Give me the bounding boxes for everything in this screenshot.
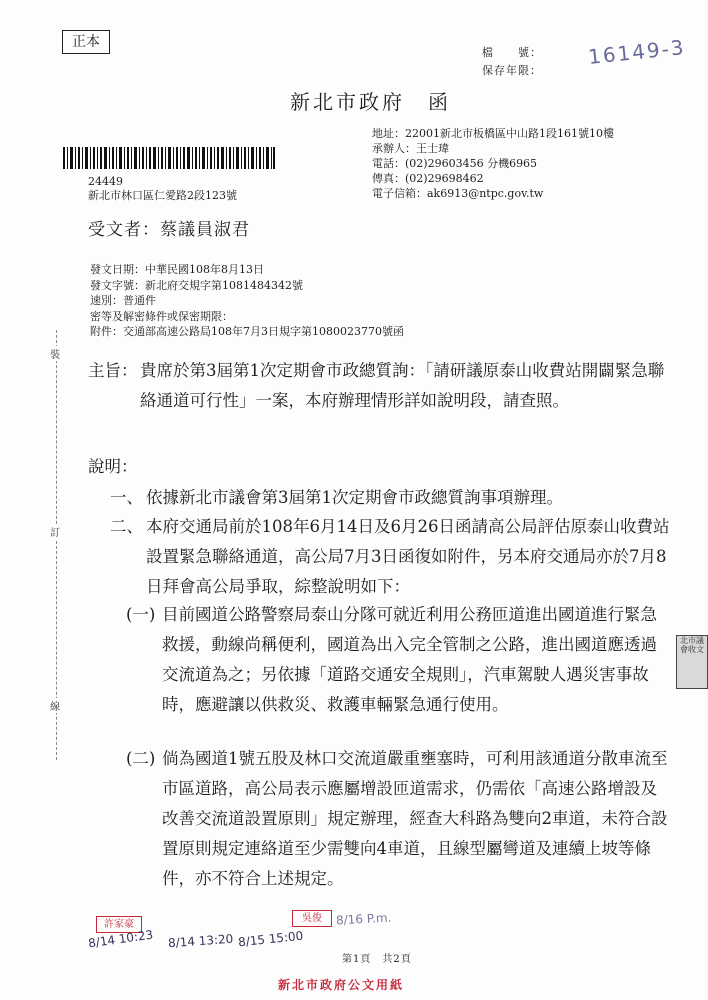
delivery-speed: 速別：普通件 — [90, 294, 156, 307]
subitem-number: (一) — [126, 605, 156, 624]
security-level: 密等及解密條件或保密期限： — [90, 309, 233, 323]
subject-label: 主旨： — [88, 361, 138, 380]
sender-email: 電子信箱：ak6913@ntpc.gov.tw — [372, 187, 544, 200]
item-text: 依據新北市議會第3屆第1次定期會市政總質詢事項辦理。 — [146, 488, 563, 507]
footer-title: 新北市政府公文用紙 — [278, 978, 405, 992]
recipient-address-block — [88, 175, 237, 203]
subject-text: 貴席於第3屆第1次定期會市政總質詢：「請研議原泰山收費站開闢緊急聯絡通道可行性」一案，本府辦理情形詳如說明段，請查照。 — [140, 361, 665, 410]
approval-stamp-2: 吳俊 — [292, 910, 332, 927]
subitem-number: (二) — [126, 749, 156, 768]
page-number: 第1頁 共2頁 — [342, 954, 412, 965]
contact-person: 承辦人：王士瑋 — [372, 142, 449, 155]
document-title: 新北市政府 函 — [290, 90, 451, 114]
handwritten-time-2: 8/14 13:20 — [167, 931, 234, 951]
description-label: 說明： — [88, 457, 138, 476]
approval-stamp-1: 許家豪 — [96, 916, 142, 933]
handwritten-file-number: 16149-3 — [587, 34, 687, 70]
subitem-text: 目前國道公路警察局泰山分隊可就近利用公務匝道進出國道進行緊急救援，動線尚稱便利，國道為出入完全管制之公路，進出國道應透過交流道為之；另依據「道路交通安全規則」，汽車駕駛人遇災害事故時，應避讓以供救災、救護車輛緊急通行使用。 — [162, 605, 657, 714]
sender-fax: 傳真：(02)29698462 — [372, 172, 484, 185]
item-number: 二、 — [110, 517, 143, 536]
receipt-side-stamp: 北市議會收文 — [676, 635, 708, 689]
handwritten-time-1: 8/14 10:23 — [87, 927, 154, 951]
original-copy-stamp: 正本 — [62, 30, 110, 54]
attachment: 附件：交通部高速公路局108年7月3日規字第1080023770號函 — [90, 325, 404, 338]
document-number: 發文字號：新北府交規字第1081484342號 — [90, 278, 303, 292]
subitem-text: 倘為國道1號五股及林口交流道嚴重壅塞時，可利用該通道分散車流至市區道路，高公局表示應屬增設匝道需求，仍需依「高速公路增設及改善交流道設置原則」規定辦理，經查大科路為雙向2車道，未符合設置原則規定連絡道至少需雙向4車道，且線型屬彎道及連續上坡等條件，亦不符合上述規定。 — [162, 749, 668, 888]
binding-mark-middle: 訂 — [50, 524, 60, 539]
sender-address: 地址：22001新北市板橋區中山路1段161號10樓 — [372, 127, 614, 140]
postal-code: 24449 — [88, 175, 123, 188]
barcode-image — [63, 147, 275, 169]
sender-info — [372, 126, 614, 201]
binding-mark-bottom: 線 — [50, 698, 60, 713]
item-number: 一、 — [110, 488, 143, 507]
binding-marks — [50, 340, 64, 760]
document-meta — [90, 262, 404, 340]
handwritten-signature: 8/16 P.m. — [335, 910, 392, 928]
handwritten-time-3: 8/15 15:00 — [237, 928, 304, 950]
retention-period-label: 保存年限： — [482, 64, 542, 77]
file-number-label: 檔 號： — [482, 46, 542, 59]
binding-mark-top: 裝 — [50, 346, 60, 361]
recipient-address: 新北市林口區仁愛路2段123號 — [88, 189, 237, 202]
recipient: 受文者：蔡議員淑君 — [88, 220, 250, 240]
issue-date: 發文日期：中華民國108年8月13日 — [90, 263, 264, 276]
sender-phone: 電話：(02)29603456 分機6965 — [372, 157, 538, 170]
item-text: 本府交通局前於108年6月14日及6月26日函請高公局評估原泰山收費站設置緊急聯絡通道，高公局7月3日函復如附件，另本府交通局亦於7月8日拜會高公局爭取，綜整說明如下： — [146, 517, 670, 596]
